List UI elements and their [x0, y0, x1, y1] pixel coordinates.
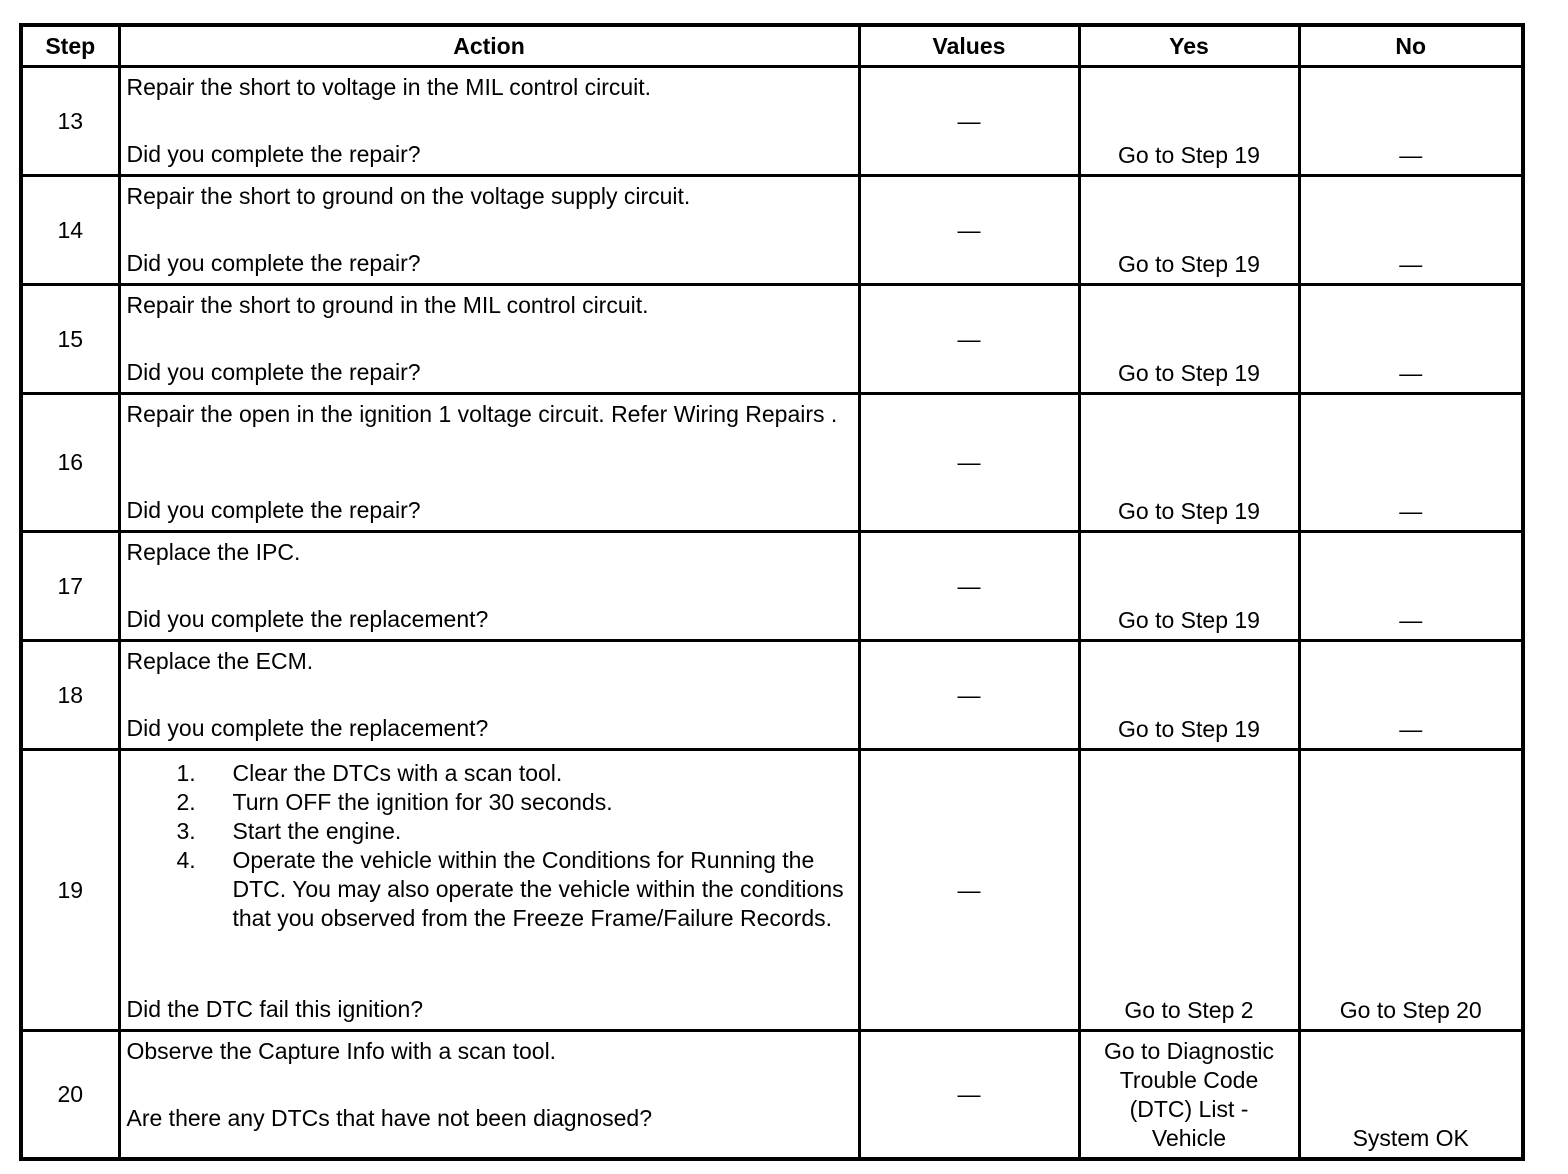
- table-row: [21, 285, 1523, 394]
- values-cell: —: [859, 285, 1079, 394]
- action-cell: [119, 1031, 859, 1159]
- action-question: Did you complete the replacement?: [126, 606, 489, 632]
- step-number: 20: [21, 1031, 119, 1159]
- action-question: Did you complete the replacement?: [126, 715, 489, 741]
- table-row: [21, 532, 1523, 641]
- yes-cell: Go to Step 19: [1079, 285, 1299, 394]
- no-cell: System OK: [1299, 1031, 1523, 1159]
- no-cell: —: [1299, 532, 1523, 641]
- no-cell: —: [1299, 176, 1523, 285]
- step-number: 19: [21, 750, 119, 1031]
- action-question: Did you complete the repair?: [126, 359, 421, 385]
- table-row: [21, 176, 1523, 285]
- step-number: 18: [21, 641, 119, 750]
- yes-cell: Go to Diagnostic Trouble Code (DTC) List - Vehicle: [1079, 1031, 1299, 1159]
- action-question: Are there any DTCs that have not been diagnosed?: [126, 1104, 653, 1131]
- yes-cell: Go to Step 19: [1079, 394, 1299, 532]
- table-row: [21, 1031, 1523, 1159]
- list-item: [176, 759, 852, 788]
- list-text: Operate the vehicle within the Conditions for Running the DTC. You may also operate the vehicle within the conditions that you observed from the Freeze Frame/Failure Records.: [232, 847, 844, 931]
- list-number: 4.: [176, 847, 196, 873]
- no-cell: —: [1299, 394, 1523, 532]
- table-row: [21, 394, 1523, 532]
- list-number: 1.: [176, 760, 196, 786]
- header-row: [21, 25, 1523, 67]
- list-text: Clear the DTCs with a scan tool.: [232, 760, 563, 786]
- yes-cell: Go to Step 19: [1079, 176, 1299, 285]
- yes-cell: Go to Step 19: [1079, 67, 1299, 176]
- action-text: Repair the short to ground in the MIL control circuit.: [126, 292, 649, 318]
- action-text: Repair the open in the ignition 1 voltage circuit. Refer Wiring Repairs .: [126, 401, 838, 427]
- list-text: Turn OFF the ignition for 30 seconds.: [232, 789, 613, 815]
- table-row: [21, 67, 1523, 176]
- values-cell: —: [859, 67, 1079, 176]
- action-question: Did the DTC fail this ignition?: [126, 996, 424, 1022]
- action-cell: [119, 641, 859, 750]
- action-cell: [119, 67, 859, 176]
- step-number: 15: [21, 285, 119, 394]
- procedure-list: [127, 759, 852, 933]
- list-item: [176, 788, 852, 817]
- values-cell: —: [859, 532, 1079, 641]
- no-cell: —: [1299, 67, 1523, 176]
- header-values: Values: [859, 25, 1079, 67]
- action-cell: [119, 750, 859, 1031]
- values-cell: —: [859, 1031, 1079, 1159]
- step-number: 17: [21, 532, 119, 641]
- diagnostic-table: [19, 23, 1525, 1161]
- action-cell: [119, 394, 859, 532]
- list-number: 2.: [176, 789, 196, 815]
- values-cell: —: [859, 176, 1079, 285]
- list-number: 3.: [176, 818, 196, 844]
- table-row: [21, 641, 1523, 750]
- yes-cell: Go to Step 19: [1079, 532, 1299, 641]
- yes-cell: Go to Step 19: [1079, 641, 1299, 750]
- header-no: No: [1299, 25, 1523, 67]
- header-yes: Yes: [1079, 25, 1299, 67]
- action-question: Did you complete the repair?: [126, 250, 421, 276]
- list-text: Start the engine.: [232, 818, 402, 844]
- no-cell: —: [1299, 285, 1523, 394]
- values-cell: —: [859, 394, 1079, 532]
- action-question: Did you complete the repair?: [126, 497, 421, 523]
- list-item: [176, 846, 852, 933]
- action-cell: [119, 285, 859, 394]
- step-number: 14: [21, 176, 119, 285]
- action-text: Replace the IPC.: [126, 539, 301, 565]
- table-row: [21, 750, 1523, 1031]
- action-text: Observe the Capture Info with a scan tool.: [126, 1038, 557, 1064]
- yes-cell: Go to Step 2: [1079, 750, 1299, 1031]
- list-item: [176, 817, 852, 846]
- action-text: Replace the ECM.: [126, 648, 314, 674]
- step-number: 16: [21, 394, 119, 532]
- action-cell: [119, 176, 859, 285]
- no-cell: Go to Step 20: [1299, 750, 1523, 1031]
- header-action: Action: [119, 25, 859, 67]
- action-text: Repair the short to voltage in the MIL control circuit.: [126, 74, 652, 100]
- action-question: Did you complete the repair?: [126, 141, 421, 167]
- values-cell: —: [859, 750, 1079, 1031]
- action-cell: [119, 532, 859, 641]
- no-cell: —: [1299, 641, 1523, 750]
- values-cell: —: [859, 641, 1079, 750]
- step-number: 13: [21, 67, 119, 176]
- header-step: Step: [21, 25, 119, 67]
- action-text: Repair the short to ground on the voltage supply circuit.: [126, 183, 691, 209]
